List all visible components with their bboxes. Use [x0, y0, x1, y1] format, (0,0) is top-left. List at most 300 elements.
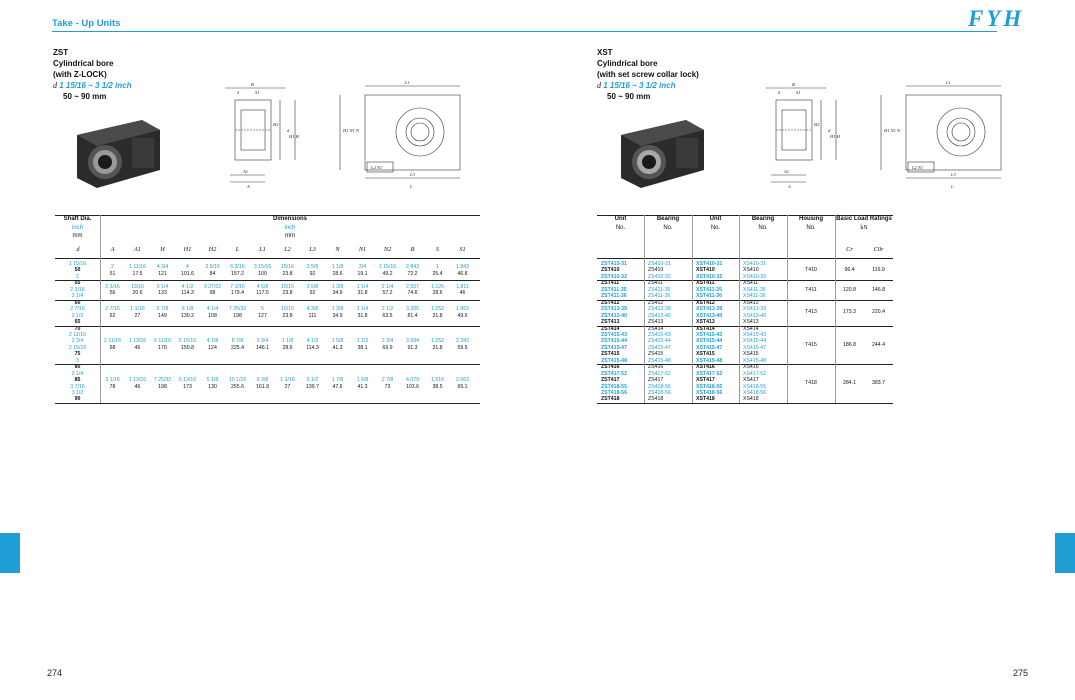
unit-number: ZST413-39: [601, 306, 627, 313]
unit-number: ZST413-40: [601, 312, 627, 319]
dim-inch-value: 2.937: [406, 283, 419, 290]
header-label: Unit: [614, 216, 627, 222]
dim-inch-value: 6 3/16: [230, 264, 245, 271]
dim-mm-value: 74.6: [407, 290, 418, 297]
dim-mm-value: 27: [134, 312, 141, 319]
bearing-number: ZS416: [648, 364, 664, 371]
dim-inch-value: 2.563: [456, 377, 469, 384]
dim-inch-value: 5 7/8: [156, 306, 169, 313]
dim-inch-value: 2 11/16: [104, 338, 121, 345]
unit-number: ZST417: [601, 377, 620, 384]
dim-inch-value: 4.079: [406, 377, 419, 384]
header-label: Unit: [709, 216, 722, 222]
dim-mm-value: 46: [134, 383, 141, 390]
dim-inch-value: 3 1/16: [105, 377, 120, 384]
dim-mm-value: 103.6: [406, 383, 419, 390]
dim-inch-value: 1 5/8: [356, 377, 369, 384]
unit-table-header: [739, 215, 787, 232]
unit-number: XST415-47: [696, 344, 723, 351]
page-number-right: 275: [1013, 668, 1029, 678]
unit-number: XST418-56: [696, 390, 723, 396]
dim-inch-value: 6 3/8: [256, 377, 269, 384]
svg-text:H1 H: H1 H: [830, 134, 840, 139]
shaft-mm-label: mm: [72, 233, 83, 239]
dim-mm-value: 38.5: [432, 383, 443, 390]
shaft-value: 3: [76, 357, 79, 364]
unit-number: XST415-43: [696, 331, 723, 338]
c0r-value: 220.4: [872, 309, 885, 316]
dim-inch-value: 4 5/8: [256, 283, 269, 290]
header-sublabel: No.: [758, 224, 768, 231]
unit-number: XST413-40: [696, 312, 723, 319]
zst-dimension-table: [55, 215, 480, 455]
group-divider: [597, 364, 893, 365]
unit-number: XST412: [696, 299, 715, 306]
dim-inch-value: 1 1/8: [281, 338, 294, 345]
dim-inch-value: 15/16: [281, 264, 294, 271]
dim-inch-value: 3.205: [406, 306, 419, 313]
shaft-value: 60: [74, 299, 81, 306]
shaft-value: 2 1/4: [71, 293, 84, 300]
dim-mm-value: 41.3: [357, 383, 368, 390]
c0r-value: 244.4: [872, 341, 885, 348]
shaft-inch-label: inch: [71, 224, 83, 231]
shaft-value: 2 7/16: [70, 306, 85, 313]
dim-mm-value: 68: [109, 344, 116, 351]
size-inch: 1 15/16 ~ 3 1/2 inch: [59, 81, 132, 90]
bearing-number: ZS417: [648, 377, 664, 384]
bearing-number: XS418: [743, 396, 759, 403]
cr-value: 96.4: [844, 267, 855, 274]
svg-text:d: d: [287, 128, 290, 133]
xst-series-title: [597, 47, 699, 102]
dim-inch-value: 1 1/2: [356, 338, 369, 345]
left-side-tab: [0, 533, 20, 573]
dim-mm-value: 46: [459, 290, 466, 297]
dim-inch-value: 5 15/16: [178, 338, 197, 345]
bearing-number: ZS411-35: [648, 286, 671, 293]
dim-inch-value: 1 1/4: [356, 283, 369, 290]
dim-mm-value: 41.3: [332, 344, 343, 351]
dim-mm-value: 23.8: [282, 290, 293, 297]
dim-mm-value: 38.1: [357, 344, 368, 351]
dim-inch-value: 8 7/8: [231, 338, 244, 345]
dim-mm-value: 121: [158, 270, 167, 277]
group-divider: [597, 280, 893, 281]
unit-number: XST410: [696, 267, 715, 274]
dim-inch-value: 1 11/16: [129, 264, 146, 271]
dim-mm-value: 170: [158, 344, 167, 351]
dim-mm-value: 91.3: [407, 344, 418, 351]
unit-number: XST417-52: [696, 370, 723, 377]
dim-mm-value: 72.2: [407, 270, 418, 277]
symbol-l1: L1: [259, 246, 266, 253]
dim-inch-value: 15/16: [281, 306, 294, 313]
dim-inch-value: 1 3/8: [331, 283, 344, 290]
bearing-number: XS415-48: [743, 357, 767, 364]
bearing-number: ZS417-52: [648, 370, 671, 377]
symbol-l2: L2: [284, 246, 291, 253]
header-label: Bearing: [751, 216, 775, 222]
dim-mm-value: 146.1: [256, 344, 269, 351]
brand-logo: FYH: [968, 6, 1025, 31]
dim-mm-value: 114.3: [306, 344, 319, 351]
c0r-value: 116.9: [872, 267, 885, 274]
dim-inch-value: 5 3/4: [256, 338, 269, 345]
dim-inch-value: 2 3/16: [105, 283, 120, 290]
dim-inch-value: 4 3/4: [156, 264, 169, 271]
dim-mm-value: 198: [233, 312, 242, 319]
column-divider: [787, 215, 788, 403]
unit-number: ZST416: [601, 364, 620, 371]
symbol-h1: H1: [183, 246, 192, 253]
unit-number: ZST418-55: [601, 383, 627, 390]
symbol-l3: L3: [309, 246, 316, 253]
dim-inch-value: 3 27/32: [203, 283, 222, 290]
bearing-number: XS415: [743, 351, 759, 358]
bearing-number: ZS410: [648, 267, 664, 274]
unit-number: ZST410-31: [601, 261, 627, 267]
dim-mm-value: 31.8: [432, 344, 443, 351]
dim-inch-value: 5 1/8: [206, 377, 219, 384]
unit-number: ZST415: [601, 351, 620, 358]
dim-inch-value: 1.126: [431, 283, 444, 290]
bearing-number: XS410-32: [743, 273, 767, 280]
dim-inch-value: 15/16: [281, 283, 294, 290]
dim-mm-value: 19.1: [357, 270, 368, 277]
bearing-number: ZS415-44: [648, 338, 671, 345]
unit-number: XST415-44: [696, 338, 723, 345]
shaft-value: 80: [74, 364, 81, 371]
dim-inch-value: 1 13/16: [128, 377, 147, 384]
svg-text:H1 N1 N: H1 N1 N: [343, 128, 360, 133]
group-divider: [55, 300, 480, 301]
dim-inch-label: inch: [284, 224, 296, 231]
unit-number: XST410-31: [696, 261, 723, 267]
dim-mm-value: 65.1: [457, 383, 468, 390]
header-label: Basic Load Ratings: [836, 216, 892, 222]
shaft-value: 2 15/16: [68, 344, 87, 351]
dim-mm-value: 23.8: [282, 312, 293, 319]
cr-value: 186.8: [843, 341, 856, 348]
dim-inch-value: 2 1/2: [381, 306, 394, 313]
svg-text:L2 N1: L2 N1: [371, 165, 383, 170]
series-lock: (with Z-LOCK): [53, 70, 107, 79]
dim-inch-value: 6 11/16: [154, 338, 171, 345]
series-lock: (with set screw collar lock): [597, 70, 699, 79]
dim-inch-value: 5 1/4: [156, 283, 169, 290]
dim-mm-value: 17.5: [132, 270, 143, 277]
unit-table-header: [835, 215, 893, 232]
unit-number: ZST415-44: [601, 338, 627, 345]
header-sublabel: No.: [615, 224, 626, 231]
dim-inch-value: 1 13/16: [128, 338, 147, 345]
dim-mm-value: 46: [134, 344, 141, 351]
dim-inch-value: 13/16: [131, 283, 144, 290]
symbol-h2: H2: [208, 246, 217, 253]
zst-series-title: [53, 47, 132, 102]
dim-mm-value: 73: [384, 383, 391, 390]
svg-text:L1: L1: [946, 80, 951, 85]
svg-text:A1: A1: [784, 169, 789, 174]
bearing-number: ZS413-39: [648, 306, 671, 313]
unit-number: XST414: [696, 325, 715, 332]
bearing-number: XS415-43: [743, 331, 767, 338]
bearing-number: XS413-40: [743, 312, 767, 319]
svg-text:L1: L1: [405, 80, 410, 85]
svg-text:A1: A1: [243, 169, 248, 174]
series-bore: Cylindrical bore: [597, 59, 658, 68]
bearing-number: ZS413-40: [648, 312, 671, 319]
series-code: ZST: [53, 48, 69, 57]
dim-mm-value: 57.2: [382, 290, 393, 297]
unit-number: XST411: [696, 280, 715, 287]
dim-inch-value: 5: [261, 306, 264, 313]
unit-number: ZST413: [601, 319, 620, 326]
dim-inch-value: 5 1/8: [181, 306, 194, 313]
bearing-number: XS415-44: [743, 338, 767, 345]
svg-text:A: A: [788, 184, 791, 189]
section-title: Take - Up Units: [52, 18, 121, 29]
dim-mm-value: 34.9: [332, 312, 343, 319]
unit-number: ZST411: [601, 280, 620, 287]
unit-table-header: [692, 215, 739, 232]
group-divider: [55, 326, 480, 327]
svg-text:H1 H: H1 H: [289, 134, 299, 139]
dim-mm-value: 46.8: [457, 270, 468, 277]
dim-mm-value: 92: [309, 270, 316, 277]
dim-inch-value: 3 5/8: [306, 264, 319, 271]
housing-number: T410: [805, 267, 817, 274]
svg-text:d: d: [828, 128, 831, 133]
dim-mm-value: 20.6: [132, 290, 143, 297]
dim-mm-value: 111: [308, 312, 317, 319]
symbol-l: L: [235, 246, 240, 253]
housing-number: T413: [805, 309, 817, 316]
dim-mm-value: 47.6: [332, 383, 343, 390]
dim-mm-value: 225.4: [231, 344, 244, 351]
dim-inch-value: 4 7/8: [206, 338, 219, 345]
symbol-n: N: [335, 246, 340, 253]
bearing-number: XS418-56: [743, 390, 767, 396]
symbol-d: d: [76, 246, 80, 253]
size-mm: 50 ~ 90 mm: [607, 92, 651, 101]
dim-inch-value: 2.343: [456, 338, 469, 345]
dim-mm-value: 101.6: [181, 270, 194, 277]
header-sublabel: No.: [710, 224, 721, 231]
shaft-dia-header: Shaft Dia.: [63, 216, 92, 222]
shaft-value: 3 7/16: [70, 383, 85, 390]
dim-mm-value: 28.6: [282, 344, 293, 351]
dim-inch-value: 1.843: [456, 264, 469, 271]
shaft-value: 2 11/16: [69, 331, 86, 338]
unit-number: XST413: [696, 319, 715, 326]
load-symbol: Cr: [846, 246, 853, 253]
load-symbol: C0r: [873, 246, 884, 253]
dim-inch-value: 1 1/16: [280, 377, 295, 384]
bearing-number: ZS410-32: [648, 273, 671, 280]
bearing-number: XS411-36: [743, 293, 766, 300]
unit-number: ZST410: [601, 267, 620, 274]
cr-value: 120.8: [843, 286, 856, 293]
svg-text:L2 N1: L2 N1: [912, 165, 924, 170]
dim-mm-value: 117.5: [256, 290, 269, 297]
unit-table-header: [787, 215, 835, 232]
dim-mm-value: 198: [158, 383, 167, 390]
dim-inch-value: 3 5/16: [205, 264, 220, 271]
svg-text:S: S: [778, 90, 781, 95]
unit-number: ZST418-56: [601, 390, 627, 396]
dim-mm-value: 161.9: [256, 383, 269, 390]
dim-inch-value: 2 3/4: [381, 338, 394, 345]
bearing-number: XS417-52: [743, 370, 767, 377]
bearing-number: ZS411-36: [648, 293, 671, 300]
bearing-number: XS410: [743, 267, 759, 274]
header-sublabel: kN: [860, 224, 868, 231]
dim-inch-value: 7 25/32: [228, 306, 247, 313]
shaft-value: 55: [74, 280, 81, 287]
size-symbol: d: [597, 81, 601, 90]
housing-number: T418: [805, 380, 817, 387]
symbol-a1: A1: [134, 246, 141, 253]
unit-number: ZST414: [601, 325, 620, 332]
shaft-value: 50: [74, 267, 81, 274]
unit-number: XST411-36: [696, 293, 722, 300]
dim-inch-value: 1.953: [456, 306, 469, 313]
column-divider: [835, 215, 836, 403]
dim-mm-value: 23.8: [282, 270, 293, 277]
bearing-number: ZS418-56: [648, 390, 671, 396]
column-divider: [692, 215, 693, 403]
symbol-a: A: [110, 246, 115, 253]
svg-text:L: L: [951, 184, 954, 189]
dim-inch-value: 7 1/16: [230, 283, 245, 290]
column-divider: [100, 215, 101, 403]
dim-inch-value: 1.252: [431, 338, 444, 345]
dim-mm-value: 63.5: [382, 312, 393, 319]
bearing-number: ZS415-48: [648, 357, 671, 364]
unit-number: XST418: [696, 396, 715, 403]
dim-mm-value: 31.8: [432, 312, 443, 319]
dim-inch-value: 2 7/16: [105, 306, 120, 313]
unit-number: XST415-48: [696, 357, 723, 364]
svg-text:A: A: [247, 184, 250, 189]
unit-number: ZST411-36: [601, 293, 627, 300]
shaft-value: 3 1/4: [71, 370, 84, 377]
symbol-n2: N2: [383, 246, 392, 253]
xst-unit-table: [597, 215, 893, 455]
dimensions-header: Dimensions: [272, 216, 307, 222]
dim-inch-value: 1 5/8: [331, 338, 344, 345]
dim-mm-value: 114.3: [181, 290, 194, 297]
header-label: Housing: [799, 216, 823, 222]
dim-mm-value: 179.4: [231, 290, 244, 297]
dim-mm-value: 149: [158, 312, 167, 319]
dim-inch-value: 7 25/32: [153, 377, 172, 384]
dim-mm-value: 98: [209, 290, 216, 297]
bearing-number: ZS418-55: [648, 383, 671, 390]
column-divider: [739, 215, 740, 403]
dim-mm-value: 127: [258, 312, 267, 319]
dim-inch-value: 2.843: [406, 264, 419, 271]
dim-mm-value: 92: [309, 290, 316, 297]
dim-mm-value: 51: [109, 270, 116, 277]
unit-number: ZST410-32: [601, 273, 627, 280]
dim-mm-value: 139.7: [306, 383, 319, 390]
dim-mm-value: 173: [183, 383, 192, 390]
group-divider: [597, 326, 893, 327]
bearing-number: ZS411: [648, 280, 663, 287]
dim-inch-value: 1 1/16: [130, 306, 145, 313]
dim-inch-value: 1.811: [456, 283, 469, 290]
dim-mm-value: 59.5: [457, 344, 468, 351]
dim-inch-value: 4 1/2: [181, 283, 194, 290]
dim-mm-value: 130: [208, 383, 217, 390]
dim-mm-value: 62: [109, 312, 116, 319]
dim-inch-value: 1 1/4: [356, 306, 369, 313]
unit-number: ZST412: [601, 299, 620, 306]
symbol-h: H: [160, 246, 165, 253]
unit-number: XST410-32: [696, 273, 723, 280]
header-rule: [52, 31, 997, 32]
dim-inch-value: 5 1/2: [306, 377, 319, 384]
shaft-value: 85: [74, 377, 81, 384]
svg-text:B: B: [251, 82, 254, 87]
shaft-value: 75: [74, 351, 81, 358]
dim-inch-value: 3 5/8: [306, 283, 319, 290]
dim-mm-value: 100: [258, 270, 267, 277]
dim-inch-value: 1.252: [431, 306, 444, 313]
unit-table-header: [644, 215, 692, 232]
shaft-value: 65: [74, 319, 81, 326]
unit-number: XST411-35: [696, 286, 722, 293]
svg-text:S: S: [237, 90, 240, 95]
symbol-n1: N1: [358, 246, 367, 253]
group-divider: [55, 403, 480, 404]
dim-inch-value: 4 1/4: [206, 306, 219, 313]
dim-mm-value: 124: [208, 344, 217, 351]
xst-unit-photo: [616, 110, 706, 190]
shaft-value: 3 1/2: [71, 390, 84, 396]
bearing-number: XS412: [743, 299, 759, 306]
shaft-value: 70: [74, 325, 81, 332]
dim-inch-value: 1 3/8: [331, 306, 344, 313]
dim-inch-value: 2 7/8: [381, 377, 394, 384]
c0r-value: 383.7: [872, 380, 885, 387]
symbol-b: B: [410, 246, 415, 253]
dim-mm-value: 25.4: [432, 270, 443, 277]
dim-mm-value: 49.6: [457, 312, 468, 319]
dim-mm-value: 130.2: [181, 312, 194, 319]
dim-mm-value: 150.8: [181, 344, 194, 351]
dim-inch-value: 1.516: [431, 377, 444, 384]
dim-inch-value: 1: [436, 264, 439, 271]
dim-mm-value: 49.2: [382, 270, 393, 277]
dim-mm-value: 34.9: [332, 290, 343, 297]
dim-mm-label: mm: [285, 233, 295, 239]
page-number-left: 274: [47, 668, 63, 678]
cr-value: 173.3: [843, 309, 856, 316]
dim-mm-value: 56: [109, 290, 116, 297]
unit-number: XST415: [696, 351, 715, 358]
bearing-number: XS411-35: [743, 286, 766, 293]
dim-mm-value: 255.6: [231, 383, 244, 390]
dim-inch-value: 4 1/2: [306, 338, 319, 345]
svg-text:S1: S1: [796, 90, 801, 95]
dim-inch-value: 6 13/16: [178, 377, 197, 384]
svg-text:L3: L3: [951, 172, 956, 177]
size-inch: 1 15/16 ~ 3 1/2 inch: [603, 81, 676, 90]
